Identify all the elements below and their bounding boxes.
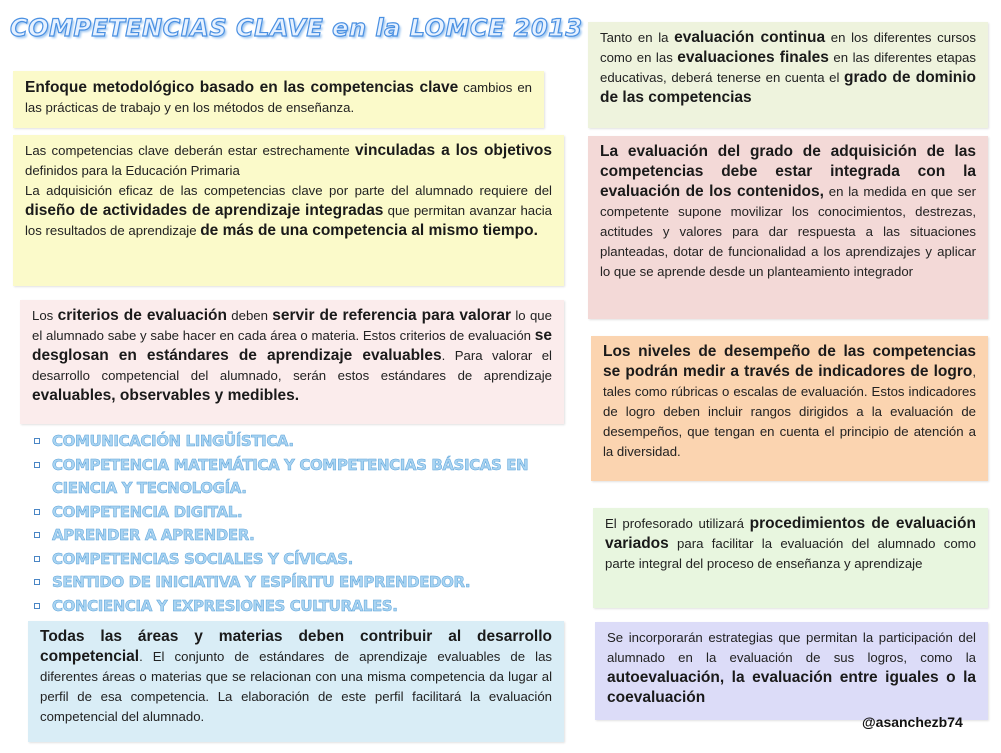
- grado-text-1: en la medida en que ser competente supone movilizar los conocimientos, destrezas, actitudes y valores para dar respuesta a las situaciones planteadas, dotar de funcionalidad a los aprendizajes y aplicar lo que se aprende desde un planteamiento integrador: [600, 184, 976, 279]
- competencia-item-sociales: COMPETENCIAS SOCIALES Y CÍVICAS.: [34, 548, 554, 572]
- niveles-bold-1: Los niveles de desempeño de las competencias se podrán medir a través de indicadores de logro: [603, 343, 976, 380]
- tanto-text-3: en las diferentes etapas educativas, deberá tenerse en cuenta el: [600, 50, 976, 85]
- criterios-text-3: lo que el alumnado sabe y sabe hacer en cada área o materia. Estos criterios de evaluación: [32, 308, 552, 343]
- vinculadas-text-1: Las competencias clave deberán estar estrechamente: [25, 143, 356, 158]
- criterios-bold-1: criterios de evaluación: [57, 307, 227, 324]
- todas-text-1: . El conjunto de estándares de aprendizaje evaluables de las diferentes áreas o materias que se relacionan con una misma competencia da lugar al perfil de esa competencia. La elaboración de este perfil facilitará la evaluación competencial del alumnado.: [40, 649, 552, 724]
- autoeval-text-1: Se incorporarán estrategias que permitan la participación del alumnado en la evaluación de sus logros, como la: [607, 630, 976, 665]
- author-handle: @asanchezb74: [862, 714, 963, 730]
- enfoque-box: [13, 71, 544, 128]
- profesorado-box: [593, 508, 988, 608]
- grado-bold-1: La evaluación del grado de adquisición de las competencias debe estar integrada con la evaluación de los contenidos,: [600, 143, 976, 200]
- criterios-text-1: Los: [32, 308, 58, 323]
- tanto-bold-3: grado de dominio de las competencias: [600, 69, 976, 106]
- criterios-text-4: . Para valorar el desarrollo competencial del alumnado, serán estos estándares de aprendizaje: [32, 348, 552, 383]
- tanto-text-2: en los diferentes cursos como en las: [600, 30, 976, 65]
- vinculadas-bold-1: vinculadas a los objetivos: [355, 142, 552, 159]
- grado-box: [588, 136, 988, 319]
- competencia-item-linguistica: COMUNICACIÓN LINGÜÍSTICA.: [34, 430, 554, 454]
- page-title: COMPETENCIAS CLAVE en la LOMCE 2013: [10, 14, 583, 42]
- vinculadas-text-2: definidos para la Educación Primaria: [25, 163, 240, 178]
- competencia-item-digital: COMPETENCIA DIGITAL.: [34, 501, 554, 525]
- profesorado-text-2: para facilitar la evaluación del alumnado como parte integral del proceso de enseñanza y aprendizaje: [605, 536, 976, 571]
- vinculadas-text-3: La adquisición eficaz de las competencias clave por parte del alumnado requiere del: [25, 183, 552, 198]
- todas-box: [28, 621, 564, 742]
- vinculadas-bold-3: de más de una competencia al mismo tiempo.: [200, 222, 538, 239]
- competencia-item-iniciativa: SENTIDO DE INICIATIVA Y ESPÍRITU EMPRENDEDOR.: [34, 571, 554, 595]
- criterios-bold-3: se desglosan en estándares de aprendizaje evaluables: [32, 327, 552, 364]
- enfoque-bold-1: Enfoque metodológico basado en las competencias clave: [25, 79, 459, 96]
- competencia-item-matematica: COMPETENCIA MATEMÁTICA Y COMPETENCIAS BÁSICAS EN CIENCIA Y TECNOLOGÍA.: [34, 454, 554, 501]
- criterios-bold-4: evaluables, observables y medibles.: [32, 387, 300, 404]
- profesorado-bold-1: procedimientos de evaluación variados: [605, 515, 976, 552]
- vinculadas-box: [13, 135, 564, 286]
- profesorado-text-1: El profesorado utilizará: [605, 516, 750, 531]
- tanto-bold-2: evaluaciones finales: [677, 49, 829, 66]
- todas-bold-1: Todas las áreas y materias deben contribuir al desarrollo competencial: [40, 628, 552, 665]
- criterios-box: [20, 300, 564, 424]
- autoeval-bold-1: autoevaluación, la evaluación entre iguales o la coevaluación: [607, 669, 976, 706]
- vinculadas-bold-2: diseño de actividades de aprendizaje integradas: [25, 202, 384, 219]
- enfoque-text-1: cambios en las prácticas de trabajo y en los métodos de enseñanza.: [25, 80, 532, 115]
- competencia-item-aprender: APRENDER A APRENDER.: [34, 524, 554, 548]
- tanto-bold-1: evaluación continua: [674, 29, 826, 46]
- criterios-text-2: deben: [226, 308, 273, 323]
- autoevaluacion-box: [595, 622, 988, 720]
- competencias-list: [34, 430, 554, 618]
- vinculadas-text-4: que permitan avanzar hacia los resultados de aprendizaje: [25, 203, 552, 238]
- criterios-bold-2: servir de referencia para valorar: [272, 307, 512, 324]
- competencia-item-cultural: CONCIENCIA Y EXPRESIONES CULTURALES.: [34, 595, 554, 619]
- niveles-box: [591, 336, 988, 481]
- tanto-text-1: Tanto en la: [600, 30, 675, 45]
- tanto-box: [588, 22, 988, 128]
- niveles-text-1: , tales como rúbricas o escalas de evaluación. Estos indicadores de logro deben incluir rangos dirigidos a la evaluación de desempeños, que tengan en cuenta el principio de atención a la diversidad.: [603, 364, 976, 459]
